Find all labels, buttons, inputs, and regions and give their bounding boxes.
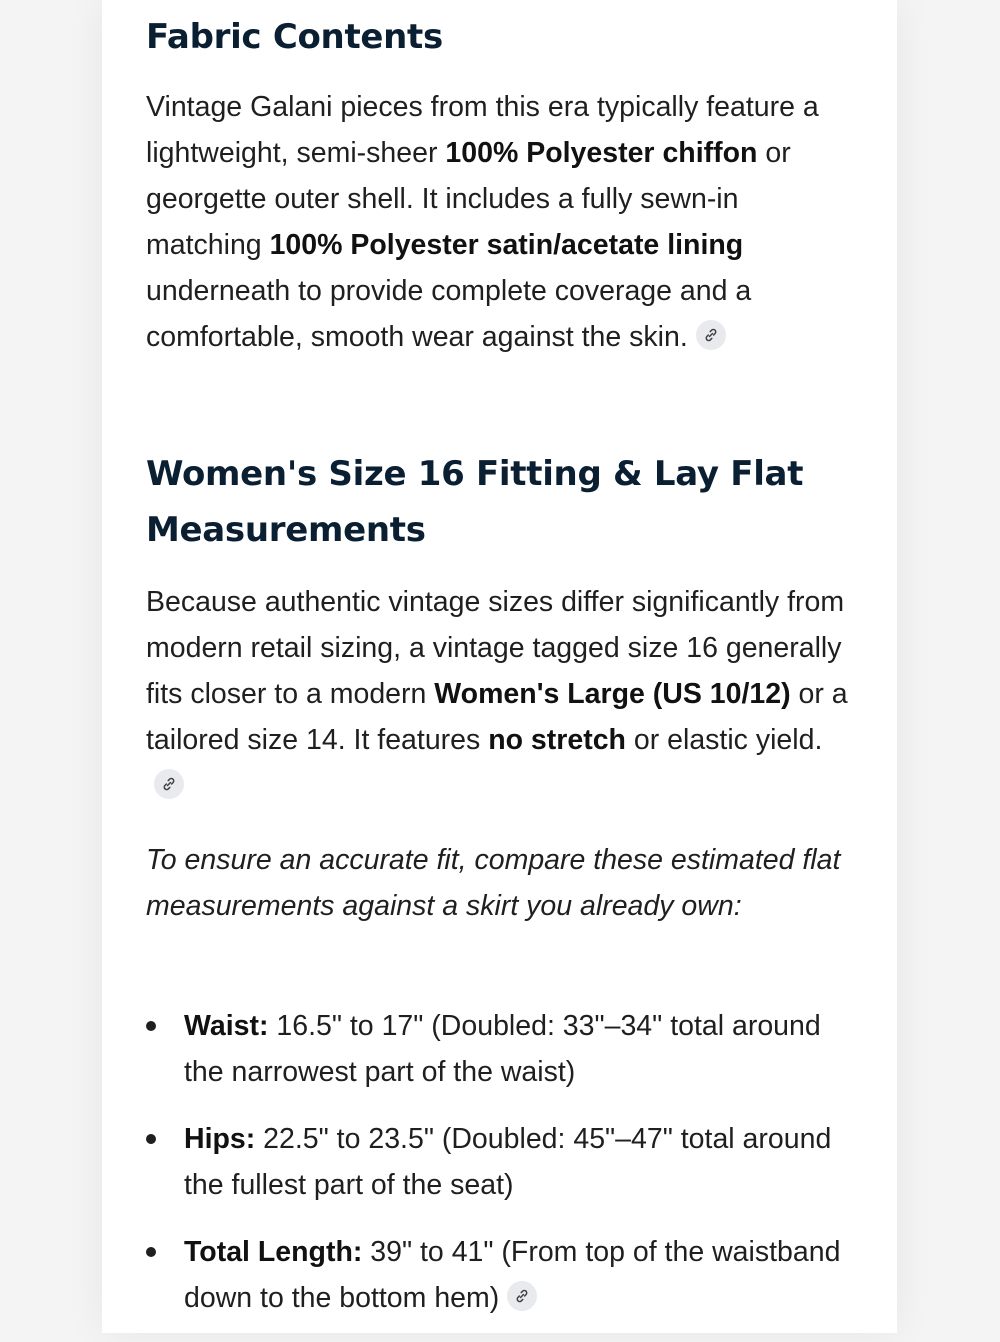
text-span: Vintage Galani pieces from this era typically feature a lightweight, semi-sheer xyxy=(146,91,819,169)
citation-link-button[interactable] xyxy=(696,320,726,350)
bold-text-span: 100% Polyester satin/acetate lining xyxy=(269,229,744,261)
link-icon xyxy=(514,1288,530,1304)
text-span: underneath to provide complete coverage and a comfortable, smooth wear against the skin. xyxy=(146,275,752,353)
link-icon xyxy=(161,776,177,792)
bold-text-span: no stretch xyxy=(488,724,626,756)
response-page xyxy=(102,0,897,1333)
measurement-value: 22.5" to 23.5" (Doubled: 45"–47" total around the fullest part of the seat) xyxy=(184,1123,832,1201)
fabric-contents-heading: Fabric Contents xyxy=(146,17,443,57)
text-span: or georgette outer shell. It includes a fully sewn-in matching xyxy=(146,137,791,261)
fabric-contents-paragraph xyxy=(146,84,846,360)
bullet-dot xyxy=(146,1247,156,1257)
bullet-dot xyxy=(146,1134,156,1144)
list-item-total-length xyxy=(146,1229,856,1321)
measurement-value: 16.5" to 17" (Doubled: 33"–34" total around the narrowest part of the waist) xyxy=(184,1010,821,1088)
link-icon xyxy=(703,327,719,343)
text-span: Because authentic vintage sizes differ significantly from modern retail sizing, a vintage tagged size 16 generally fits closer to a modern xyxy=(146,586,845,710)
text-span: or a tailored size 14. It features xyxy=(146,678,848,756)
citation-link-button[interactable] xyxy=(507,1281,537,1311)
measurement-value: 39" to 41" (From top of the waistband down to the bottom hem) xyxy=(184,1236,841,1314)
fit-instruction-italic: To ensure an accurate fit, compare these estimated flat measurements against a skirt you already own: xyxy=(146,844,841,922)
size-fitting-heading: Women's Size 16 Fitting & Lay Flat Measurements xyxy=(146,454,804,550)
text-span: or elastic yield. xyxy=(625,724,823,756)
bullet-dot xyxy=(146,1021,156,1031)
size-fitting-paragraph xyxy=(146,579,856,809)
measurement-label: Hips: xyxy=(184,1123,256,1155)
measurement-label: Total Length: xyxy=(184,1236,363,1268)
measurement-label: Waist: xyxy=(184,1010,269,1042)
list-item-waist xyxy=(146,1003,856,1095)
bold-text-span: Women's Large (US 10/12) xyxy=(434,678,791,710)
list-item-hips xyxy=(146,1116,856,1208)
citation-link-button[interactable] xyxy=(154,769,184,799)
bold-text-span: 100% Polyester chiffon xyxy=(445,137,758,169)
measurements-list xyxy=(146,1003,856,1342)
